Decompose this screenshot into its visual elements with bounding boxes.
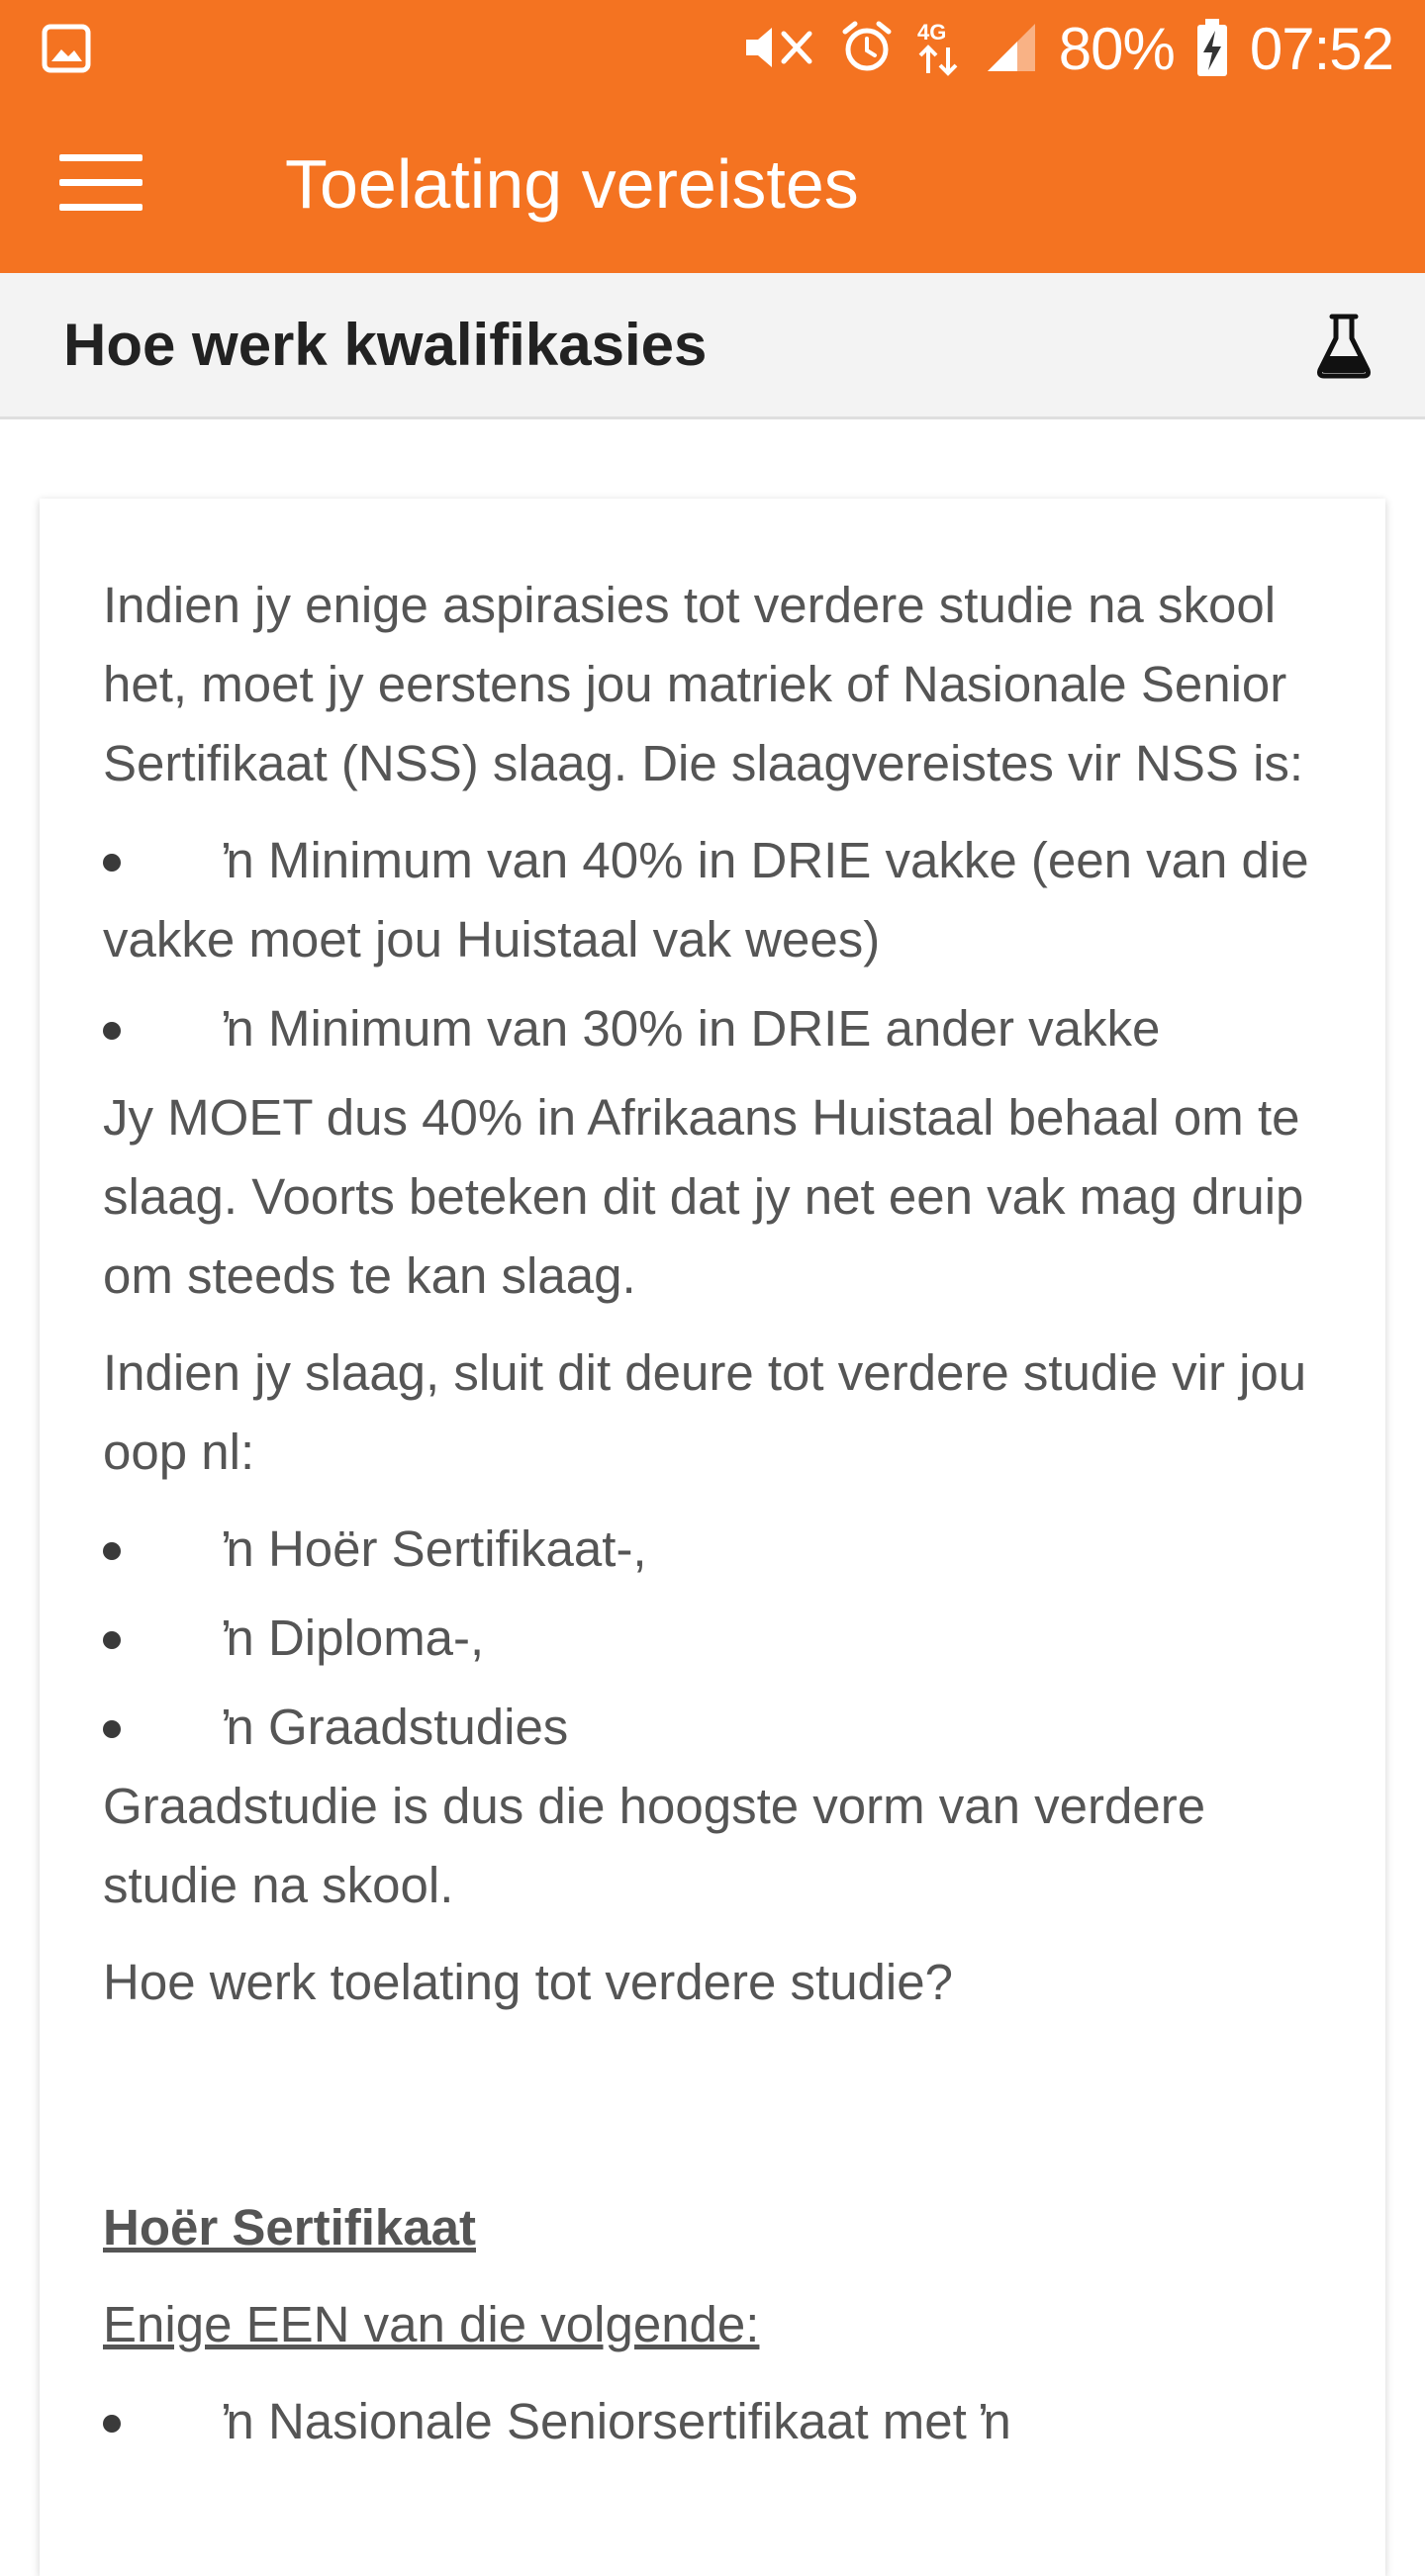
battery-charging-icon [1194, 17, 1230, 83]
list-item [103, 1688, 1330, 1767]
bullet-icon [103, 1631, 121, 1649]
hs-subheading: Enige EEN van die volgende: [103, 2296, 760, 2352]
bullet-icon [103, 1542, 121, 1560]
list-item [103, 2382, 1330, 2461]
section-header [0, 273, 1425, 419]
list-item [103, 821, 1330, 979]
list-item [103, 1510, 1330, 1589]
list-item [103, 1599, 1330, 1678]
content-card [40, 499, 1385, 2576]
article-body [103, 566, 1330, 2461]
signal-icon [984, 20, 1039, 80]
status-bar [0, 0, 1425, 99]
alarm-icon [839, 20, 895, 80]
bullet-icon [103, 854, 121, 872]
gallery-icon [42, 24, 91, 78]
graad-note: Graadstudie is dus die hoogste vorm van verdere studie na skool. [103, 1778, 1206, 1913]
app-title: Toelating vereistes [285, 145, 859, 223]
mute-icon [740, 20, 819, 80]
battery-percentage: 80% [1058, 16, 1175, 82]
hamburger-menu-icon[interactable] [59, 154, 142, 216]
bullet-icon [103, 1720, 121, 1738]
list-item-text: ŉ Nasionale Seniorsertifikaat met ŉ [224, 2393, 1011, 2449]
list-item-text: ŉ Graadstudies [224, 1699, 569, 1755]
section-title: Hoe werk kwalifikasies [63, 312, 708, 378]
list-item-text: ŉ Minimum van 40% in DRIE vakke (een van die vakke moet jou Huistaal vak wees) [103, 832, 1309, 967]
clock: 07:52 [1249, 16, 1393, 82]
list-item-text: ŉ Diploma-, [224, 1610, 485, 1666]
list-item-text: ŉ Hoër Sertifikaat-, [224, 1520, 647, 1577]
spacer [103, 2022, 1330, 2170]
hs-heading: Hoër Sertifikaat [103, 2199, 476, 2255]
flask-icon[interactable] [1314, 313, 1374, 380]
bullet-icon [103, 2415, 121, 2433]
svg-text:4G: 4G [916, 19, 947, 45]
intro-paragraph: Indien jy enige aspirasies tot verdere studie na skool het, moet jy eerstens jou matriek of Nasionale Senior Sertifikaat (NSS) slaag. Die slaagvereistes vir NSS is: [103, 577, 1304, 791]
app-bar [0, 99, 1425, 273]
question-paragraph: Hoe werk toelating tot verdere studie? [103, 1954, 953, 2010]
doors-intro: Indien jy slaag, sluit dit deure tot verdere studie vir jou oop nl: [103, 1344, 1307, 1480]
status-icons [740, 18, 1393, 81]
list-item [103, 989, 1330, 1068]
bullet-icon [103, 1022, 121, 1040]
list-item-text: ŉ Minimum van 30% in DRIE ander vakke [224, 1000, 1161, 1057]
network-4g-icon [914, 18, 964, 82]
pass-note: Jy MOET dus 40% in Afrikaans Huistaal behaal om te slaag. Voorts beteken dit dat jy net een vak mag druip om steeds te kan slaag. [103, 1089, 1304, 1304]
